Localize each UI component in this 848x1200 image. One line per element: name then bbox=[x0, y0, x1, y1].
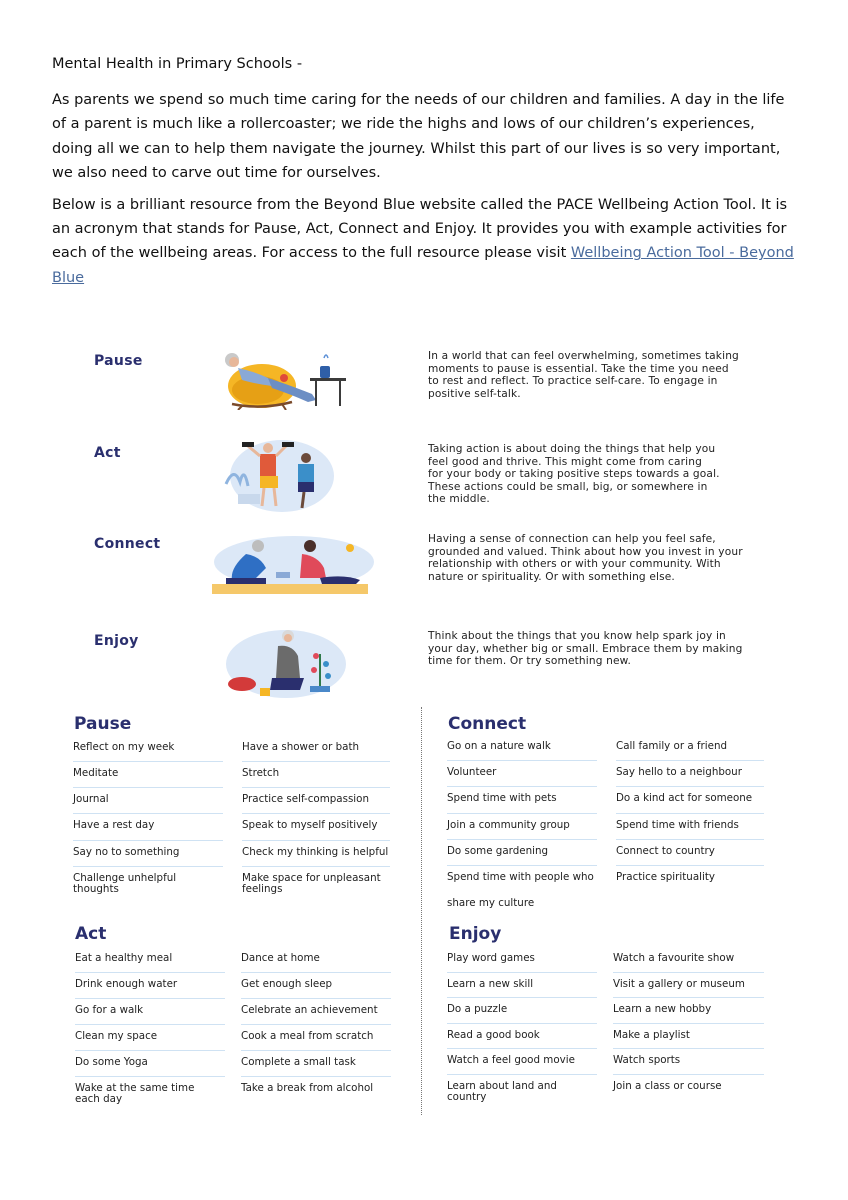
pace-desc-act bbox=[428, 443, 788, 506]
list-item: Make a playlist bbox=[613, 1024, 764, 1049]
list-item: Challenge unhelpful thoughts bbox=[73, 872, 177, 895]
list-item: Spend time with pets bbox=[447, 787, 597, 814]
list-item: Call family or a friend bbox=[616, 735, 764, 761]
list-item: Watch sports bbox=[613, 1049, 764, 1075]
list-item: Visit a gallery or museum bbox=[613, 973, 764, 998]
page-title: Mental Health in Primary Schools - bbox=[52, 56, 303, 72]
pace-desc-line: the middle. bbox=[428, 493, 490, 506]
pace-desc-line: for your body or taking positive steps towards a goal. bbox=[428, 468, 720, 481]
list-item: Have a shower or bath bbox=[242, 736, 390, 762]
list-item: Practice self-compassion bbox=[242, 788, 390, 814]
column-divider bbox=[421, 707, 422, 1115]
pace-desc-line: nature or spirituality. Or with something else. bbox=[428, 570, 675, 583]
list-item: Wake at the same time each day bbox=[75, 1082, 195, 1105]
list-item: Drink enough water bbox=[75, 973, 225, 999]
list-item: Eat a healthy meal bbox=[75, 947, 225, 973]
pace-desc-line: In a world that can feel overwhelming, sometimes taking bbox=[428, 350, 739, 362]
pace-desc-pause bbox=[428, 350, 788, 400]
pace-desc-line: to rest and reflect. To practice self-care. To engage in bbox=[428, 375, 718, 388]
list-title-act: Act bbox=[75, 924, 107, 944]
pace-word-act: Act bbox=[94, 445, 121, 461]
list-item: Take a break from alcohol bbox=[241, 1082, 374, 1094]
list-item: Dance at home bbox=[241, 947, 391, 973]
intro-paragraph-2 bbox=[52, 193, 794, 290]
list-item: Clean my space bbox=[75, 1025, 225, 1051]
list-item: Speak to myself positively bbox=[242, 814, 390, 841]
pace-desc-line: positive self-talk. bbox=[428, 387, 521, 400]
pace-word-pause: Pause bbox=[94, 353, 143, 369]
list-item: Watch a favourite show bbox=[613, 947, 764, 973]
pace-desc-line: your day, whether big or small. Embrace them by making bbox=[428, 642, 743, 655]
pace-desc-line: time for them. Or try something new. bbox=[428, 655, 632, 668]
list-item: share my culture bbox=[447, 897, 535, 909]
pace-desc-line: moments to pause is essential. Take the time you need bbox=[428, 362, 729, 375]
list-item: Play word games bbox=[447, 947, 597, 973]
list-item: Celebrate an achievement bbox=[241, 999, 391, 1025]
list-item: Connect to country bbox=[616, 840, 764, 866]
list-item: Volunteer bbox=[447, 761, 597, 787]
list-item: Go for a walk bbox=[75, 999, 225, 1025]
list-item: Learn about land and country bbox=[447, 1080, 557, 1103]
pace-desc-line: These actions could be small, big, or somewhere in bbox=[428, 480, 708, 493]
intro-paragraph-1: As parents we spend so much time caring for the needs of our children and families. A day in the life of a parent is much like a rollercoaster; we ride the highs and lows of our children’s experiences, doing all we can to help them navigate the journey. Whilst this part of our lives is so very important, we also need to carve out time for ourselves. bbox=[52, 92, 785, 181]
list-item: Do some Yoga bbox=[75, 1051, 225, 1077]
pace-desc-line: Having a sense of connection can help you feel safe, bbox=[428, 533, 716, 545]
pace-desc-line: feel good and thrive. This might come from caring bbox=[428, 455, 703, 468]
list-item: Cook a meal from scratch bbox=[241, 1025, 391, 1051]
list-item: Have a rest day bbox=[73, 814, 223, 841]
list-item: Join a class or course bbox=[613, 1080, 722, 1092]
list-item: Do a kind act for someone bbox=[616, 787, 764, 814]
list-item: Learn a new hobby bbox=[613, 998, 764, 1024]
people-exercising-icon bbox=[218, 436, 336, 512]
list-item: Journal bbox=[73, 788, 223, 814]
list-item: Learn a new skill bbox=[447, 973, 597, 998]
list-item: Say hello to a neighbour bbox=[616, 761, 764, 787]
list-item: Spend time with friends bbox=[616, 814, 764, 840]
list-item: Meditate bbox=[73, 762, 223, 788]
list-item: Reflect on my week bbox=[73, 736, 223, 762]
list-item: Go on a nature walk bbox=[447, 735, 597, 761]
people-talking-on-picnic-rug-icon bbox=[210, 534, 376, 596]
list-title-pause: Pause bbox=[74, 714, 132, 734]
pace-desc-connect bbox=[428, 533, 788, 583]
list-item: Do a puzzle bbox=[447, 998, 597, 1024]
list-title-enjoy: Enjoy bbox=[449, 924, 502, 944]
list-item: Practice spirituality bbox=[616, 871, 715, 883]
pace-desc-line: Think about the things that you know help spark joy in bbox=[428, 630, 726, 642]
pace-desc-line: grounded and valued. Think about how you invest in your bbox=[428, 545, 743, 558]
pace-desc-enjoy bbox=[428, 630, 788, 668]
list-item: Spend time with people who bbox=[447, 871, 594, 883]
list-item: Read a good book bbox=[447, 1024, 597, 1049]
list-item: Check my thinking is helpful bbox=[242, 841, 390, 867]
pace-desc-line: Taking action is about doing the things that help you bbox=[428, 443, 716, 455]
list-item: Say no to something bbox=[73, 841, 223, 867]
wellbeing-action-tool-link[interactable]: Wellbeing Action Tool - Beyond Blue bbox=[52, 245, 794, 286]
pace-word-enjoy: Enjoy bbox=[94, 633, 139, 649]
list-item: Do some gardening bbox=[447, 840, 597, 866]
list-title-connect: Connect bbox=[448, 714, 527, 734]
list-item: Join a community group bbox=[447, 814, 597, 840]
intro-section bbox=[52, 52, 794, 298]
person-relaxing-in-chair-icon bbox=[212, 348, 352, 410]
person-gardening-icon bbox=[220, 624, 350, 700]
pace-desc-line: relationship with others or with your community. With bbox=[428, 558, 721, 571]
list-item: Complete a small task bbox=[241, 1051, 391, 1077]
list-item: Get enough sleep bbox=[241, 973, 391, 999]
list-item: Watch a feel good movie bbox=[447, 1049, 597, 1075]
list-item: Stretch bbox=[242, 762, 390, 788]
list-item: Make space for unpleasant feelings bbox=[242, 872, 381, 895]
pace-word-connect: Connect bbox=[94, 536, 161, 552]
intro-paragraph-2-text: Below is a brilliant resource from the Beyond Blue website called the PACE Wellbeing Action Tool. It is an acronym that stands for Pause, Act, Connect and Enjoy. It provides you with example activities for each of the wellbeing areas. For access to the full resource please visit bbox=[52, 197, 788, 262]
